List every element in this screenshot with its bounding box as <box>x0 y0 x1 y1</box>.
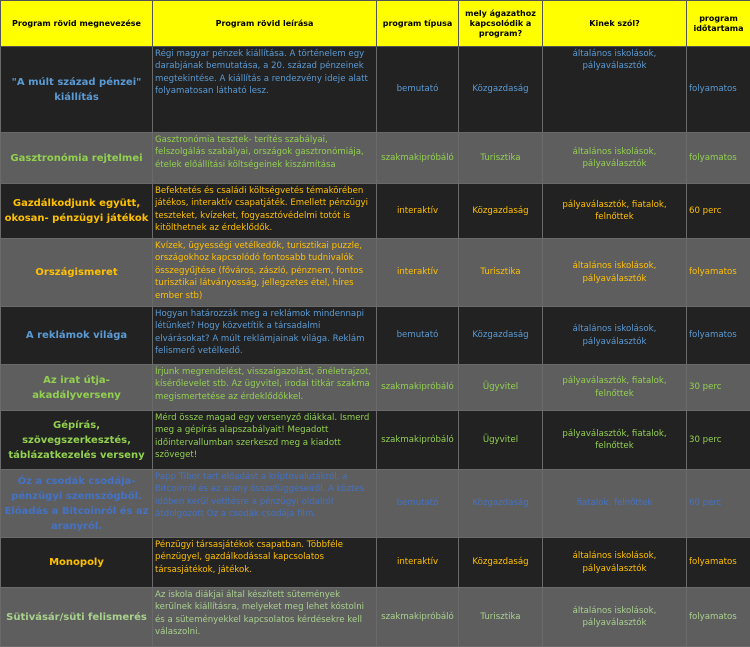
program-type: bemutató <box>377 47 459 133</box>
program-description: Kvízek, ügyességi vetélkedők, turisztikai puzzle, országokhoz kapcsolódó fontosabb tudnivalók összegyűjtése (főváros, zászló, pénznem, fontos turisztikai látványosság, jellegzetes étel, híres ember stb) <box>153 239 377 307</box>
program-name: Országismeret <box>1 239 153 307</box>
program-duration: 30 perc <box>687 365 750 411</box>
program-description: Pénzügyi társasjátékok csapatban. Többféle pénzügyel, gazdálkodással kapcsolatos társasjátékok, játékok. <box>153 538 377 588</box>
program-audience: általános iskolások, pályaválasztók <box>543 307 687 365</box>
program-name: Gépírás, szövegszerkesztés, táblázatkezelés verseny <box>1 411 153 470</box>
header-program-sector: mely ágazathoz kapcsolódik a program? <box>459 1 543 47</box>
program-duration: 60 perc <box>687 184 750 239</box>
program-audience: fiatalok, felnőttek <box>543 470 687 538</box>
header-program-description: Program rövid leírása <box>153 1 377 47</box>
program-sector: Közgazdaság <box>459 470 543 538</box>
program-sector: Közgazdaság <box>459 184 543 239</box>
table-row <box>1 588 750 647</box>
table-row <box>1 239 750 307</box>
program-sector: Ügyvitel <box>459 411 543 470</box>
program-duration: folyamatos <box>687 133 750 184</box>
program-sector: Közgazdaság <box>459 538 543 588</box>
program-type: interaktív <box>377 239 459 307</box>
program-audience: általános iskolások, pályaválasztók <box>543 538 687 588</box>
program-name: Sütivásár/süti felismerés <box>1 588 153 647</box>
header-program-name: Program rövid megnevezése <box>1 1 153 47</box>
program-duration: 60 perc <box>687 470 750 538</box>
program-audience: pályaválasztók, fiatalok, felnőttek <box>543 411 687 470</box>
header-program-duration: program időtartama <box>687 1 750 47</box>
program-description: Befektetés és családi költségvetés témakörében játékos, interaktív csapatjáték. Emellett pénzügyi teszteket, kvízeket, fogyasztóvédelmi totót is kitölthetnek az érdeklődők. <box>153 184 377 239</box>
program-duration: 30 perc <box>687 411 750 470</box>
program-type: szakmakipróbáló <box>377 365 459 411</box>
program-description: Gasztronómia tesztek- terítés szabályai, felszolgálás szabályai, országok gasztronómiája, ételek előállítási költségeinek kiszámítása <box>153 133 377 184</box>
program-duration: folyamatos <box>687 538 750 588</box>
program-audience: általános iskolások, pályaválasztók <box>543 47 687 133</box>
program-type: bemutató <box>377 307 459 365</box>
table-row <box>1 47 750 133</box>
program-audience: pályaválasztók, fiatalok, felnőttek <box>543 365 687 411</box>
program-duration: folyamatos <box>687 47 750 133</box>
program-type: bemutató <box>377 470 459 538</box>
table-row <box>1 411 750 470</box>
program-description: Az iskola diákjai által készített sütemények kerülnek kiállításra, melyeket meg lehet kóstolni és a süteményekkel kapcsolatos kérdésekre kell válaszolni. <box>153 588 377 647</box>
program-name: Az irat útja-akadályverseny <box>1 365 153 411</box>
program-description: Írjunk megrendelést, visszaigazolást, önéletrajzot, kísérőlevelet stb. Az ügyvitel, irodai titkár szakma megismertetése az érdeklődőkkel. <box>153 365 377 411</box>
program-duration: folyamatos <box>687 588 750 647</box>
program-sector: Közgazdaság <box>459 307 543 365</box>
program-audience: pályaválasztók, fiatalok, felnőttek <box>543 184 687 239</box>
program-type: szakmakipróbáló <box>377 588 459 647</box>
program-name: Gasztronómia rejtelmei <box>1 133 153 184</box>
program-description: Hogyan határozzák meg a reklámok mindennapi létünket? Hogy közvetítik a társadalmi elvárásokat? A múlt reklámjainak világa. Reklám felismerő vetélkedő. <box>153 307 377 365</box>
table-row <box>1 538 750 588</box>
program-sector: Turisztika <box>459 133 543 184</box>
program-sector: Turisztika <box>459 588 543 647</box>
program-sector: Közgazdaság <box>459 47 543 133</box>
program-audience: általános iskolások, pályaválasztók <box>543 588 687 647</box>
table-row <box>1 470 750 538</box>
program-description: Papp Tibor tart előadást a kriptovalutákról, a Bitcoinról és az arany összefüggéseiről. A köztes időben kerül vetítésre a pénzügyi oldalról átdolgozott Óz a csodák csodája film. <box>153 470 377 538</box>
program-name: "A múlt század pénzei" kiállítás <box>1 47 153 133</box>
program-duration: folyamatos <box>687 239 750 307</box>
program-name: Monopoly <box>1 538 153 588</box>
program-description: Mérd össze magad egy versenyző diákkal. Ismerd meg a gépírás alapszabályait! Megadott időintervallumban szerkeszd meg a kiadott szöveget! <box>153 411 377 470</box>
table-row <box>1 307 750 365</box>
table-row <box>1 133 750 184</box>
program-sector: Turisztika <box>459 239 543 307</box>
program-duration: folyamatos <box>687 307 750 365</box>
program-type: szakmakipróbáló <box>377 133 459 184</box>
program-type: interaktív <box>377 184 459 239</box>
header-program-audience: Kinek szól? <box>543 1 687 47</box>
program-description: Régi magyar pénzek kiállítása. A történelem egy darabjának bemutatása, a 20. század pénzeinek megtekintése. A kiállítás a rendezvény ideje alatt folyamatosan látható lesz. <box>153 47 377 133</box>
program-name: Gazdálkodjunk együtt, okosan- pénzügyi játékok <box>1 184 153 239</box>
header-program-type: program típusa <box>377 1 459 47</box>
table-row <box>1 184 750 239</box>
table-row <box>1 365 750 411</box>
program-name: Óz a csodák csodája-pénzügyi szemszögből. Előadás a Bitcoinról és az aranyról. <box>1 470 153 538</box>
program-sector: Ügyvitel <box>459 365 543 411</box>
program-audience: általános iskolások, pályaválasztók <box>543 133 687 184</box>
program-audience: általános iskolások, pályaválasztók <box>543 239 687 307</box>
header-row <box>1 1 750 47</box>
program-type: szakmakipróbáló <box>377 411 459 470</box>
program-name: A reklámok világa <box>1 307 153 365</box>
program-type: interaktív <box>377 538 459 588</box>
